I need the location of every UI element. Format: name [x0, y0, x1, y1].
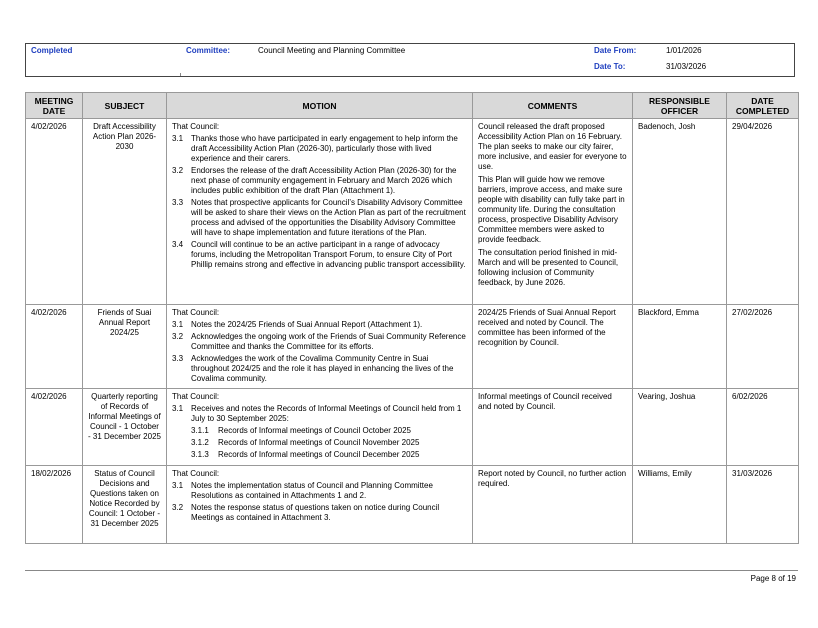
date-completed-cell: 29/04/2026	[727, 119, 799, 305]
comment-paragraph: Report noted by Council, no further action required.	[478, 469, 627, 488]
status-label: Completed	[31, 46, 73, 55]
motion-intro: That Council:	[172, 469, 220, 478]
motion-item: 3.4 Council will continue to be an active participant in a range of advocacy forums, including the Metropolitan Transport Forum, to ensure City of Port Phillip remains strong and effective in advancing public transport accessibility.	[172, 240, 466, 269]
comments-cell	[473, 466, 633, 544]
col-header-comments: COMMENTS	[473, 93, 633, 119]
col-header-subject: SUBJECT	[83, 93, 167, 119]
motion-intro: That Council:	[172, 122, 220, 131]
motion-cell	[167, 305, 473, 389]
motion-subitem: 3.1.3 Records of Informal meetings of Council December 2025	[191, 450, 420, 459]
subject-cell: Status of Council Decisions and Questions taken on Notice Recorded by Council: 1 October - 31 December 2025	[83, 466, 167, 544]
comment-paragraph: This Plan will guide how we remove barriers, improve access, and make sure people with disability can fully take part in community life. During the consultation process, prospective Disability Advisory Committee members were asked to provide feedback.	[478, 175, 625, 244]
divider	[180, 73, 181, 76]
col-header-meeting-date: MEETING DATE	[26, 93, 83, 119]
table-row	[26, 305, 799, 389]
comments-cell	[473, 305, 633, 389]
table-row	[26, 466, 799, 544]
motion-intro: That Council:	[172, 308, 220, 317]
comment-paragraph: Informal meetings of Council received and noted by Council.	[478, 392, 612, 411]
motion-item: 3.1 Notes the 2024/25 Friends of Suai Annual Report (Attachment 1).	[172, 320, 423, 329]
date-to-label: Date To:	[594, 62, 626, 71]
date-from-label: Date From:	[594, 46, 637, 55]
table-row	[26, 119, 799, 305]
table-row	[26, 389, 799, 466]
committee-label: Committee:	[186, 46, 231, 55]
comment-paragraph: Council released the draft proposed Accessibility Action Plan on 16 February. The plan seeks to make our city fairer, more inclusive, and easier for everyone to use.	[478, 122, 627, 171]
motion-item: 3.2 Acknowledges the ongoing work of the Friends of Suai Community Reference Committee and thanks the Committee for its efforts.	[172, 332, 466, 351]
committee-value: Council Meeting and Planning Committee	[258, 46, 406, 55]
motion-cell	[167, 389, 473, 466]
meeting-date-cell: 4/02/2026	[26, 389, 83, 466]
date-completed-cell: 27/02/2026	[727, 305, 799, 389]
col-header-motion: MOTION	[167, 93, 473, 119]
subject-cell: Quarterly reporting of Records of Informal Meetings of Council - 1 October - 31 December 2025	[83, 389, 167, 466]
council-decisions-table	[25, 92, 799, 544]
subject-cell: Draft Accessibility Action Plan 2026-2030	[83, 119, 167, 305]
comments-cell	[473, 119, 633, 305]
motion-intro: That Council:	[172, 392, 220, 401]
comment-paragraph: 2024/25 Friends of Suai Annual Report received and noted by Council. The committee has been informed of the recognition by Council.	[478, 308, 616, 347]
motion-item: 3.1 Thanks those who have participated in early engagement to help inform the draft Accessibility Action Plan (2026-30), particularly those with lived experience and their carers.	[172, 134, 458, 163]
footer-divider	[25, 570, 798, 571]
comment-paragraph: The consultation period finished in mid-March and will be presented to Council, following inclusion of Community feedback, by June 2026.	[478, 248, 619, 287]
meeting-date-cell: 18/02/2026	[26, 466, 83, 544]
date-from-value: 1/01/2026	[666, 46, 702, 55]
officer-cell: Blackford, Emma	[633, 305, 727, 389]
date-to-value: 31/03/2026	[666, 62, 707, 71]
meeting-date-cell: 4/02/2026	[26, 119, 83, 305]
motion-item: 3.3 Acknowledges the work of the Covalima Community Centre in Suai throughout 2024/25 and the role it has played in enhancing the lives of the Covalima community.	[172, 354, 454, 383]
motion-item: 3.2 Notes the response status of questions taken on notice during Council Meetings as contained in Attachment 3.	[172, 503, 440, 522]
motion-cell	[167, 119, 473, 305]
motion-cell	[167, 466, 473, 544]
motion-item: 3.1 Receives and notes the Records of Informal Meetings of Council held from 1 July to 30 September 2025:	[172, 404, 462, 423]
officer-cell: Vearing, Joshua	[633, 389, 727, 466]
motion-item: 3.3 Notes that prospective applicants for Council’s Disability Advisory Committee will be asked to share their views on the Action Plan as part of the recruitment process and advised of the opportunities the Disability Advisory Committee will have to shape implementation and future iterations of the Plan.	[172, 198, 466, 237]
page-number: Page 8 of 19	[750, 574, 796, 583]
motion-subitem: 3.1.2 Records of Informal meetings of Council November 2025	[191, 438, 420, 447]
motion-item: 3.2 Endorses the release of the draft Accessibility Action Plan (2026-30) for the next phase of community engagement in February and March 2026 which includes public exhibition of the draft Plan (Attachment 1).	[172, 166, 457, 195]
date-completed-cell: 6/02/2026	[727, 389, 799, 466]
motion-item: 3.1 Notes the implementation status of Council and Planning Committee Resolutions as contained in Attachments 1 and 2.	[172, 481, 433, 500]
date-completed-cell: 31/03/2026	[727, 466, 799, 544]
col-header-date-completed: DATE COMPLETED	[727, 93, 799, 119]
subject-cell: Friends of Suai Annual Report 2024/25	[83, 305, 167, 389]
officer-cell: Badenoch, Josh	[633, 119, 727, 305]
meeting-date-cell: 4/02/2026	[26, 305, 83, 389]
comments-cell	[473, 389, 633, 466]
officer-cell: Williams, Emily	[633, 466, 727, 544]
table-header-row	[26, 93, 799, 119]
motion-subitem: 3.1.1 Records of Informal meetings of Council October 2025	[191, 426, 411, 435]
col-header-responsible-officer: RESPONSIBLE OFFICER	[633, 93, 727, 119]
